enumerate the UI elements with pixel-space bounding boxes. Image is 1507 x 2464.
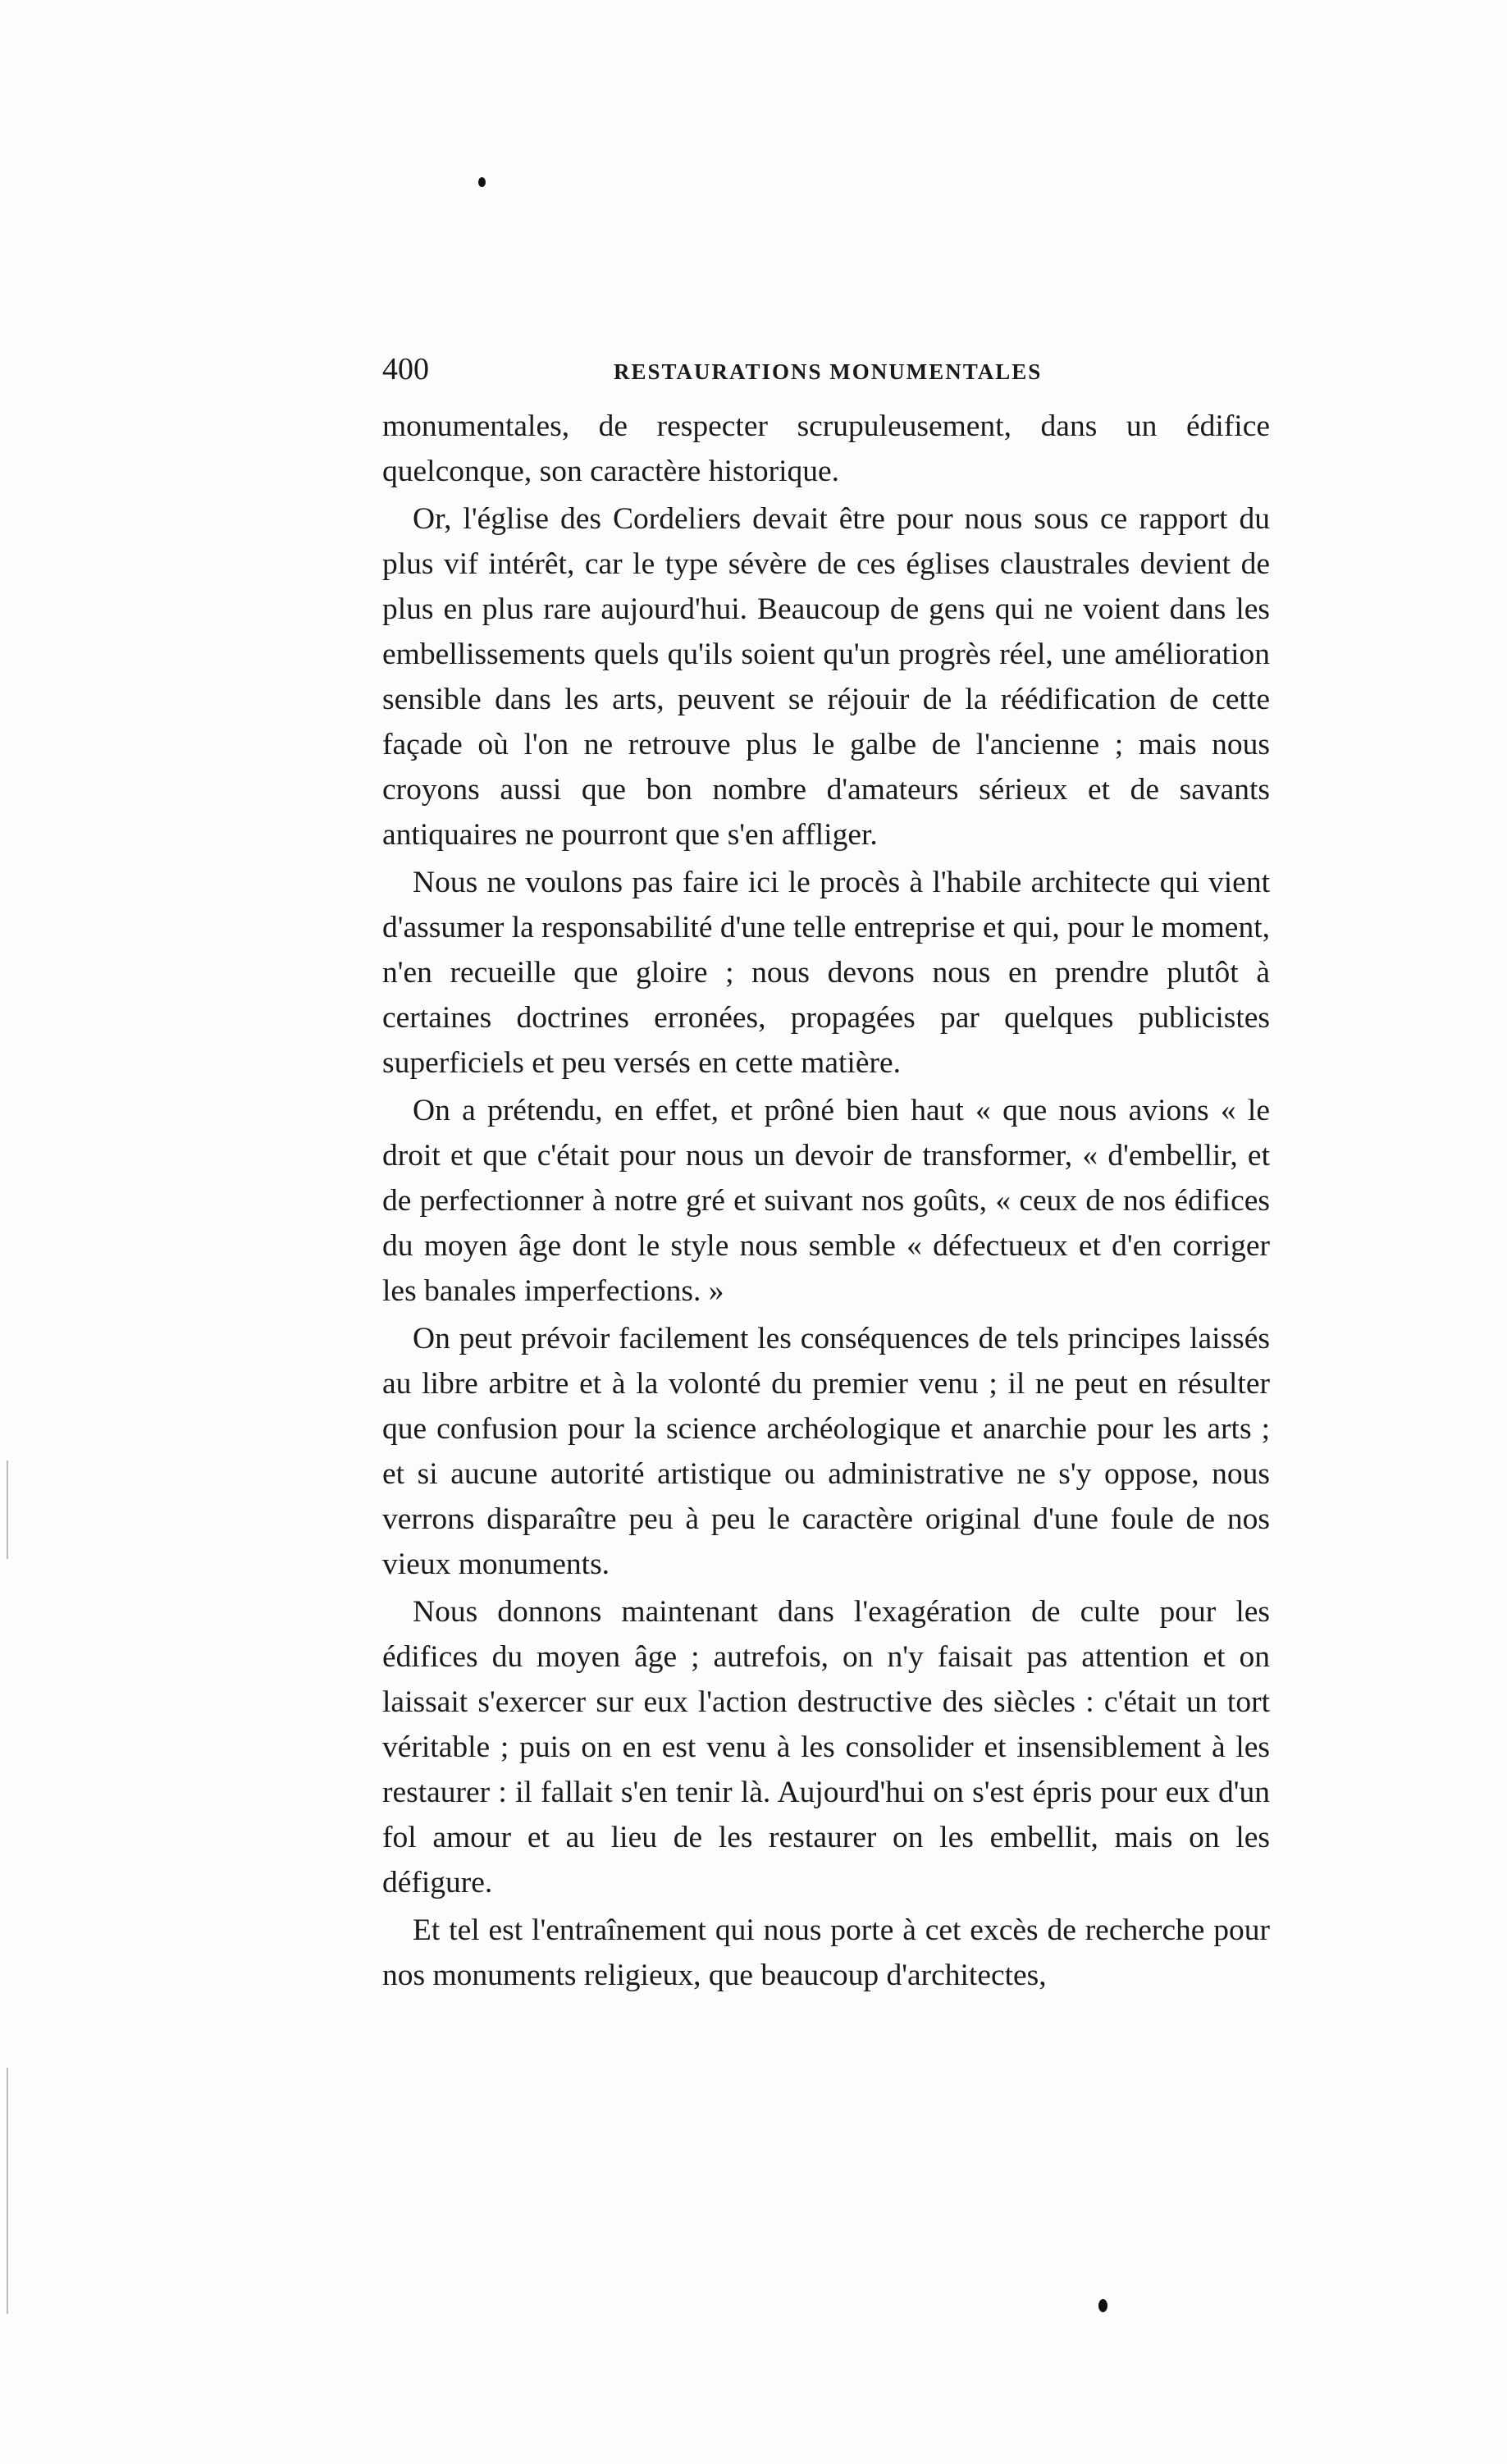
paragraph: Nous donnons maintenant dans l'exagération de culte pour les édifices du moyen âge ; autrefois, on n'y faisait pas attention et on laissait s'exercer sur eux l'action destructive des siècles : c'était un tort véritable ; puis on en est venu à les consolider et insensiblement à les restaurer : il fallait s'en tenir là. Aujourd'hui on s'est épris pour eux d'un fol amour et au lieu de les restaurer on les embellit, mais on les défigure.	[382, 1595, 1270, 1899]
paragraph: On a prétendu, en effet, et prôné bien haut « que nous avions « le droit et que c'était pour nous un devoir de transformer, « d'embellir, et de perfectionner à notre gré et suivant nos goûts, « ceux de nos édifices du moyen âge dont le style nous semble « défectueux et d'en corriger les banales imperfections. »	[382, 1094, 1270, 1308]
scan-edge-mark	[7, 1461, 8, 1559]
body-text	[382, 404, 1270, 2000]
paragraph: Nous ne voulons pas faire ici le procès à l'habile architecte qui vient d'assumer la responsabilité d'une telle entreprise et qui, pour le moment, n'en recueille que gloire ; nous devons nous en prendre plutôt à certaines doctrines erronées, propagées par quelques publicistes superficiels et peu versés en cette matière.	[382, 866, 1270, 1080]
paragraph: Or, l'église des Cordeliers devait être pour nous sous ce rapport du plus vif intérêt, car le type sévère de ces églises claustrales devient de plus en plus rare aujourd'hui. Beaucoup de gens qui ne voient dans les embellissements quels qu'ils soient qu'un progrès réel, une amélioration sensible dans les arts, peuvent se réjouir de la réédification de cette façade où l'on ne retrouve plus le galbe de l'ancienne ; mais nous croyons aussi que bon nombre d'amateurs sérieux et de savants antiquaires ne pourront que s'en affliger.	[382, 502, 1270, 852]
paragraph: Et tel est l'entraînement qui nous porte à cet excès de recherche pour nos monuments religieux, que beaucoup d'architectes,	[382, 1913, 1270, 1992]
page-header	[382, 351, 1268, 400]
paragraph: On peut prévoir facilement les conséquences de tels principes laissés au libre arbitre et à la volonté du premier venu ; il ne peut en résulter que confusion pour la science archéologique et anarchie pour les arts ; et si aucune autorité artistique ou administrative ne s'y oppose, nous verrons disparaître peu à peu le caractère original d'une foule de nos vieux monuments.	[382, 1322, 1270, 1581]
ink-spot	[478, 177, 486, 187]
running-head: RESTAURATIONS MONUMENTALES	[614, 359, 1043, 384]
ink-spot	[1098, 2299, 1107, 2312]
scan-edge-mark	[7, 2068, 8, 2314]
page-number: 400	[382, 352, 429, 386]
paragraph: monumentales, de respecter scrupuleusement, dans un édifice quelconque, son caractère historique.	[382, 409, 1270, 488]
